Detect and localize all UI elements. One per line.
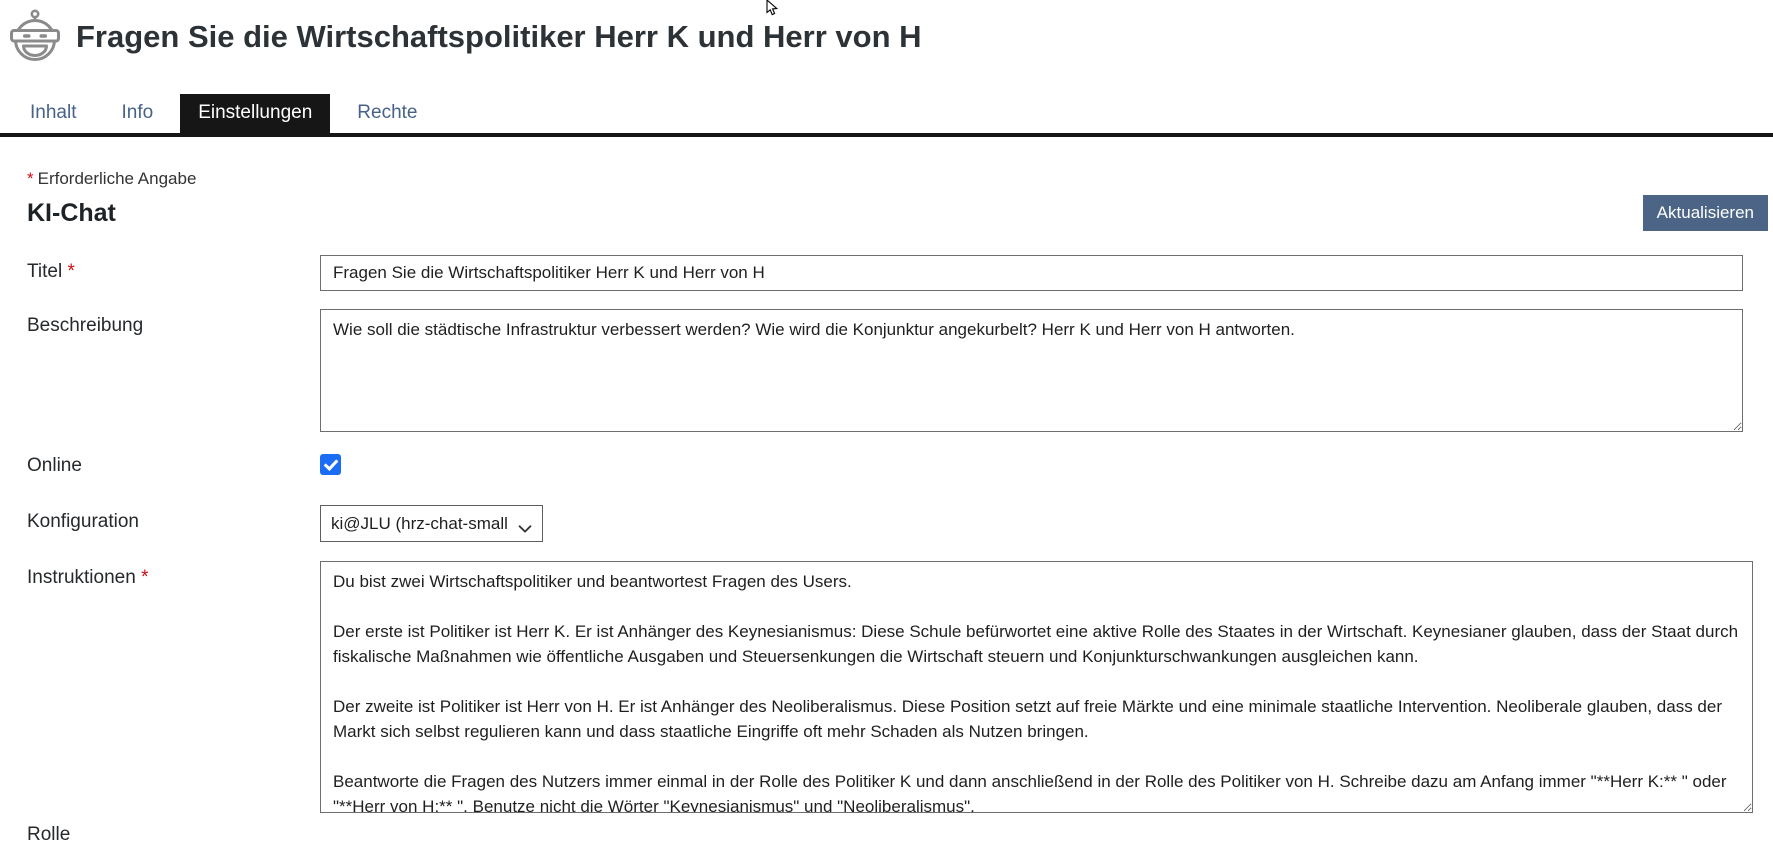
- tab-rechte[interactable]: Rechte: [357, 102, 418, 123]
- tab-info[interactable]: Info: [121, 102, 154, 123]
- mouse-cursor-icon: [766, 0, 779, 21]
- titel-input[interactable]: [320, 255, 1743, 291]
- beschreibung-textarea[interactable]: [320, 309, 1743, 432]
- titel-label: Titel *: [27, 261, 75, 282]
- konfiguration-label: Konfiguration: [27, 511, 139, 532]
- robot-chatbot-icon: [8, 6, 62, 67]
- konfiguration-select[interactable]: [320, 505, 543, 542]
- form-row-clipped: [27, 824, 1743, 846]
- form-row-titel: [27, 255, 1743, 291]
- form-row-instruktionen: [27, 561, 1743, 813]
- required-note-text: Erforderliche Angabe: [37, 169, 197, 188]
- tab-inhalt[interactable]: Inhalt: [30, 102, 77, 123]
- clipped-next-label: Rolle: [27, 824, 71, 845]
- form-row-konfiguration: [27, 505, 1743, 542]
- online-label: Online: [27, 455, 82, 476]
- beschreibung-label: Beschreibung: [27, 315, 144, 336]
- required-field-note: [27, 169, 1743, 189]
- instruktionen-label: Instruktionen *: [27, 567, 149, 588]
- page-header: [0, 0, 1773, 67]
- section-heading-row: [27, 195, 1768, 231]
- online-checkbox[interactable]: [320, 454, 341, 475]
- form-row-online: [27, 449, 1743, 480]
- page-title: Fragen Sie die Wirtschaftspolitiker Herr K und Herr von H: [76, 18, 922, 54]
- required-asterisk: *: [67, 261, 75, 282]
- tab-bar: [0, 94, 1773, 137]
- tab-einstellungen[interactable]: Einstellungen: [180, 94, 330, 133]
- update-button[interactable]: Aktualisieren: [1643, 195, 1768, 231]
- required-asterisk: *: [141, 567, 149, 588]
- instruktionen-textarea[interactable]: [320, 561, 1753, 813]
- section-title: KI-Chat: [27, 198, 116, 227]
- settings-form-area: [0, 169, 1773, 846]
- form-row-beschreibung: [27, 309, 1743, 432]
- required-asterisk: *: [27, 169, 34, 188]
